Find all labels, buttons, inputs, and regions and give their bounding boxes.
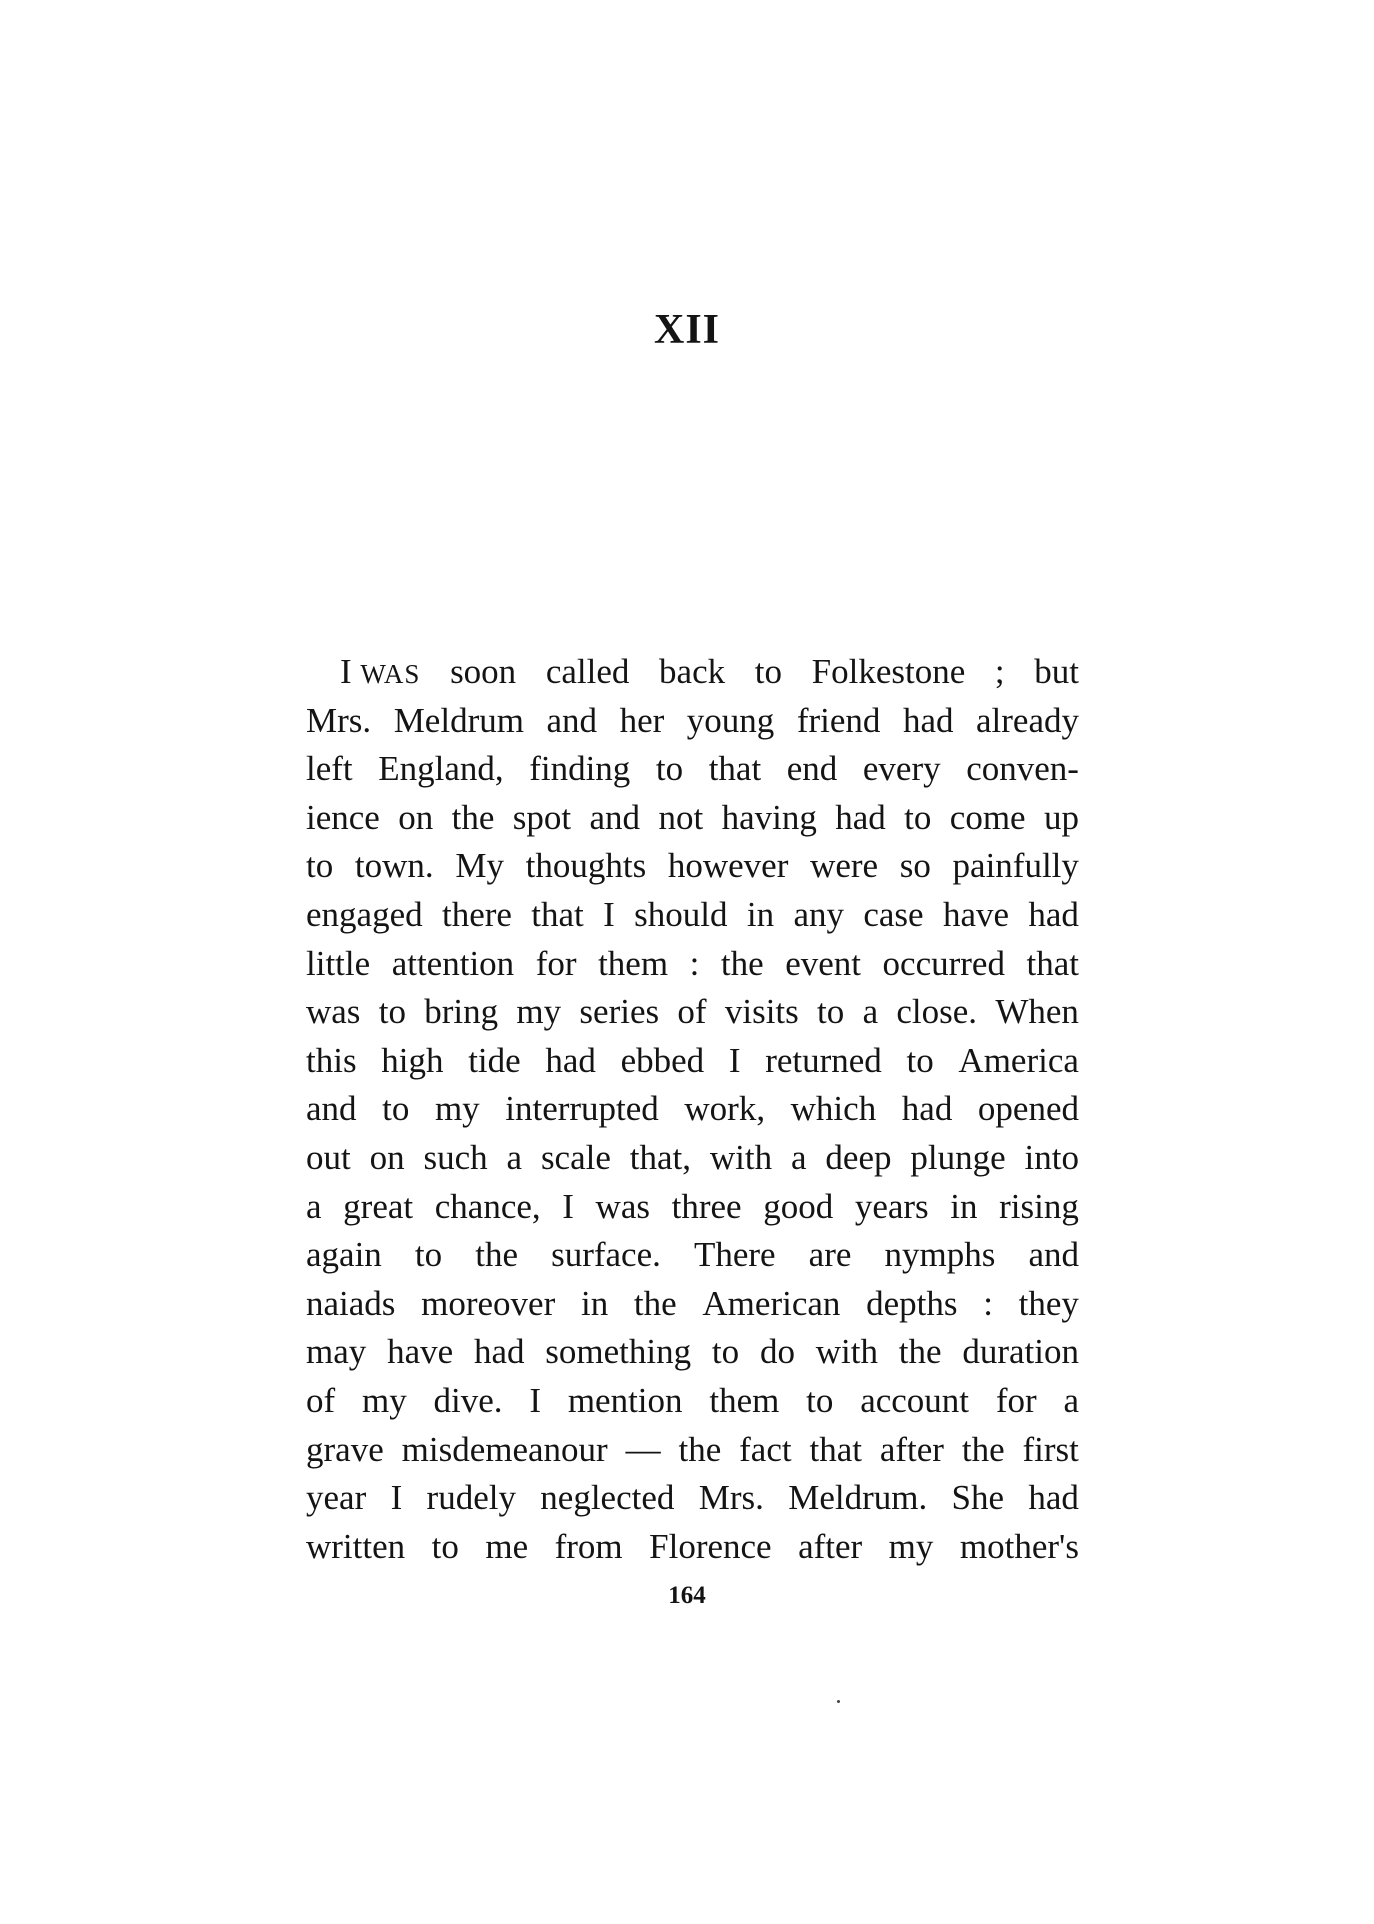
word: I bbox=[529, 1380, 541, 1420]
word: naiads bbox=[306, 1283, 396, 1323]
word: were bbox=[810, 846, 879, 886]
word: Mrs. bbox=[306, 700, 372, 740]
word: England, bbox=[378, 749, 504, 789]
word: Florence bbox=[649, 1526, 772, 1566]
word: event bbox=[785, 943, 861, 983]
text-lines bbox=[306, 697, 1079, 1572]
word: surface. bbox=[551, 1235, 661, 1275]
word: to bbox=[806, 1380, 834, 1420]
text-line bbox=[306, 648, 1079, 697]
word: misdemeanour bbox=[401, 1429, 608, 1469]
word: young bbox=[686, 700, 775, 740]
word: had bbox=[902, 700, 954, 740]
word: my bbox=[361, 1380, 407, 1420]
word: My bbox=[455, 846, 504, 886]
text-line bbox=[306, 1523, 1079, 1572]
word: in bbox=[950, 1186, 978, 1226]
word: on bbox=[398, 797, 434, 837]
word: not bbox=[658, 797, 704, 837]
word: me bbox=[485, 1526, 529, 1566]
word: had bbox=[545, 1040, 596, 1080]
text-line bbox=[306, 940, 1079, 989]
word: opened bbox=[977, 1089, 1079, 1129]
word: ebbed bbox=[620, 1040, 705, 1080]
word: occurred bbox=[882, 943, 1005, 983]
body-text bbox=[306, 648, 1079, 1571]
word: such bbox=[423, 1137, 488, 1177]
word: had bbox=[473, 1332, 525, 1372]
word: and bbox=[1028, 1235, 1079, 1275]
word: there bbox=[441, 894, 512, 934]
word: come bbox=[949, 797, 1026, 837]
word: her bbox=[619, 700, 665, 740]
word: : bbox=[689, 943, 700, 983]
text-line bbox=[306, 1280, 1079, 1329]
word: up bbox=[1043, 797, 1079, 837]
word: to bbox=[711, 1332, 740, 1372]
word: but bbox=[1034, 652, 1079, 691]
word: with bbox=[709, 1137, 773, 1177]
word: soon bbox=[450, 652, 517, 691]
word: end bbox=[786, 749, 838, 789]
word: finding bbox=[529, 749, 631, 789]
word: to bbox=[906, 1040, 934, 1080]
word: into bbox=[1024, 1137, 1079, 1177]
word: year bbox=[306, 1478, 367, 1518]
word: chance, bbox=[434, 1186, 541, 1226]
word: neglected bbox=[540, 1478, 675, 1518]
word: from bbox=[554, 1526, 623, 1566]
word: I bbox=[603, 894, 615, 934]
word: that bbox=[531, 894, 584, 934]
text-line bbox=[306, 1037, 1079, 1086]
word: in bbox=[746, 894, 775, 934]
word: for bbox=[995, 1380, 1037, 1420]
word: that, bbox=[629, 1137, 691, 1177]
word: depths bbox=[866, 1283, 958, 1323]
word: are bbox=[808, 1235, 852, 1275]
word: nymphs bbox=[884, 1235, 996, 1275]
word: to bbox=[904, 797, 932, 837]
word: rudely bbox=[426, 1478, 516, 1518]
word: duration bbox=[962, 1332, 1079, 1372]
word: the bbox=[678, 1429, 722, 1469]
text-line bbox=[306, 1377, 1079, 1426]
word: this bbox=[306, 1040, 357, 1080]
word: to bbox=[431, 1526, 459, 1566]
word: something bbox=[545, 1332, 692, 1372]
word: and bbox=[546, 700, 598, 740]
text-line bbox=[306, 891, 1079, 940]
word: fact bbox=[739, 1429, 792, 1469]
word: a bbox=[1063, 1380, 1079, 1420]
text-line bbox=[306, 988, 1079, 1037]
word: There bbox=[693, 1235, 776, 1275]
word: with bbox=[815, 1332, 878, 1372]
word: returned bbox=[765, 1040, 882, 1080]
word: the bbox=[898, 1332, 942, 1372]
text-line bbox=[306, 1134, 1079, 1183]
word: they bbox=[1018, 1283, 1079, 1323]
word: the bbox=[633, 1283, 677, 1323]
word: having bbox=[721, 797, 817, 837]
word: a bbox=[862, 992, 879, 1032]
word: moreover bbox=[421, 1283, 556, 1323]
word: account bbox=[860, 1380, 970, 1420]
word: visits bbox=[724, 992, 799, 1032]
word: Meldrum bbox=[393, 700, 524, 740]
print-speck bbox=[837, 1700, 840, 1703]
page-number: 164 bbox=[668, 1582, 706, 1609]
word: and bbox=[589, 797, 641, 837]
word: again bbox=[306, 1235, 382, 1275]
chapter-heading: XII bbox=[653, 307, 721, 353]
word: that bbox=[708, 749, 762, 789]
word: high bbox=[381, 1040, 444, 1080]
word: my bbox=[434, 1089, 480, 1129]
text-line bbox=[306, 794, 1079, 843]
word: little bbox=[306, 943, 371, 983]
word: ience bbox=[306, 797, 380, 837]
word: thoughts bbox=[525, 846, 647, 886]
word: I bbox=[562, 1186, 574, 1226]
word: the bbox=[475, 1235, 518, 1275]
text-line bbox=[306, 745, 1079, 794]
word: engaged bbox=[306, 894, 423, 934]
word: a bbox=[306, 1186, 322, 1226]
word: after bbox=[879, 1429, 944, 1469]
word: scale bbox=[540, 1137, 611, 1177]
word: to bbox=[655, 749, 684, 789]
word: I bbox=[390, 1478, 403, 1518]
word: left bbox=[306, 749, 353, 789]
word: may bbox=[306, 1332, 367, 1372]
word: any bbox=[793, 894, 844, 934]
word: : bbox=[983, 1283, 993, 1323]
word: She bbox=[951, 1478, 1005, 1518]
word: interrupted bbox=[505, 1089, 659, 1129]
word: I bbox=[728, 1040, 741, 1080]
word: America bbox=[958, 1040, 1079, 1080]
word: back bbox=[659, 652, 726, 691]
word: had bbox=[835, 797, 886, 837]
word: have bbox=[387, 1332, 454, 1372]
word: tide bbox=[468, 1040, 521, 1080]
word: written bbox=[306, 1526, 406, 1566]
smallcaps-word: WAS bbox=[360, 659, 421, 689]
word: I WAS bbox=[340, 652, 421, 691]
word: that bbox=[1026, 943, 1079, 983]
word: every bbox=[862, 749, 941, 789]
word: great bbox=[343, 1186, 414, 1226]
word: the bbox=[451, 797, 495, 837]
text-line bbox=[306, 1085, 1079, 1134]
word: ; bbox=[994, 652, 1005, 691]
text-line bbox=[306, 842, 1079, 891]
word: should bbox=[634, 894, 728, 934]
word: Mrs. bbox=[698, 1478, 764, 1518]
word: in bbox=[580, 1283, 609, 1323]
word: to bbox=[382, 1089, 410, 1129]
word: had bbox=[1028, 894, 1079, 934]
word: — bbox=[625, 1429, 661, 1469]
word: painfully bbox=[952, 846, 1079, 886]
word: the bbox=[720, 943, 764, 983]
word: When bbox=[995, 992, 1079, 1032]
word: had bbox=[901, 1089, 953, 1129]
word: attention bbox=[391, 943, 515, 983]
word: American bbox=[702, 1283, 841, 1323]
word: spot bbox=[512, 797, 572, 837]
word: to bbox=[378, 992, 406, 1032]
word: my bbox=[888, 1526, 934, 1566]
word: series bbox=[579, 992, 660, 1032]
word: do bbox=[759, 1332, 795, 1372]
word: bring bbox=[424, 992, 499, 1032]
text-line bbox=[306, 1231, 1079, 1280]
word: was bbox=[595, 1186, 650, 1226]
word: after bbox=[798, 1526, 863, 1566]
word: to bbox=[754, 652, 782, 691]
word: out bbox=[306, 1137, 351, 1177]
word: dive. bbox=[433, 1380, 503, 1420]
word: my bbox=[516, 992, 562, 1032]
word: case bbox=[863, 894, 924, 934]
text-line bbox=[306, 697, 1079, 746]
word: them bbox=[598, 943, 669, 983]
word: close. bbox=[896, 992, 978, 1032]
word: however bbox=[667, 846, 789, 886]
word: first bbox=[1022, 1429, 1079, 1469]
text-line bbox=[306, 1183, 1079, 1232]
word: conven- bbox=[966, 749, 1079, 789]
word: and bbox=[306, 1089, 357, 1129]
word: grave bbox=[306, 1429, 384, 1469]
word: of bbox=[677, 992, 707, 1032]
word: so bbox=[899, 846, 931, 886]
text-line bbox=[306, 1426, 1079, 1475]
word: have bbox=[942, 894, 1010, 934]
word: Folkestone bbox=[811, 652, 966, 691]
word: a bbox=[506, 1137, 523, 1177]
word: Meldrum. bbox=[788, 1478, 928, 1518]
word: the bbox=[961, 1429, 1005, 1469]
word: good bbox=[763, 1186, 834, 1226]
word: to bbox=[817, 992, 845, 1032]
word: mother's bbox=[959, 1526, 1079, 1566]
word: friend bbox=[796, 700, 881, 740]
word: for bbox=[535, 943, 577, 983]
word: was bbox=[306, 992, 361, 1032]
word: work, bbox=[684, 1089, 766, 1129]
word: to bbox=[414, 1235, 443, 1275]
text-line bbox=[306, 1474, 1079, 1523]
word: a bbox=[790, 1137, 807, 1177]
word: which bbox=[790, 1089, 877, 1129]
word: plunge bbox=[910, 1137, 1006, 1177]
word: them bbox=[709, 1380, 780, 1420]
word: mention bbox=[567, 1380, 683, 1420]
word: on bbox=[369, 1137, 405, 1177]
word: town. bbox=[354, 846, 434, 886]
word: to bbox=[306, 846, 334, 886]
text-line bbox=[306, 1328, 1079, 1377]
word: deep bbox=[825, 1137, 892, 1177]
word: that bbox=[809, 1429, 862, 1469]
word: rising bbox=[999, 1186, 1079, 1226]
word: called bbox=[545, 652, 630, 691]
word: had bbox=[1028, 1478, 1079, 1518]
word: already bbox=[976, 700, 1079, 740]
word: of bbox=[306, 1380, 336, 1420]
word: three bbox=[671, 1186, 742, 1226]
word: years bbox=[854, 1186, 929, 1226]
